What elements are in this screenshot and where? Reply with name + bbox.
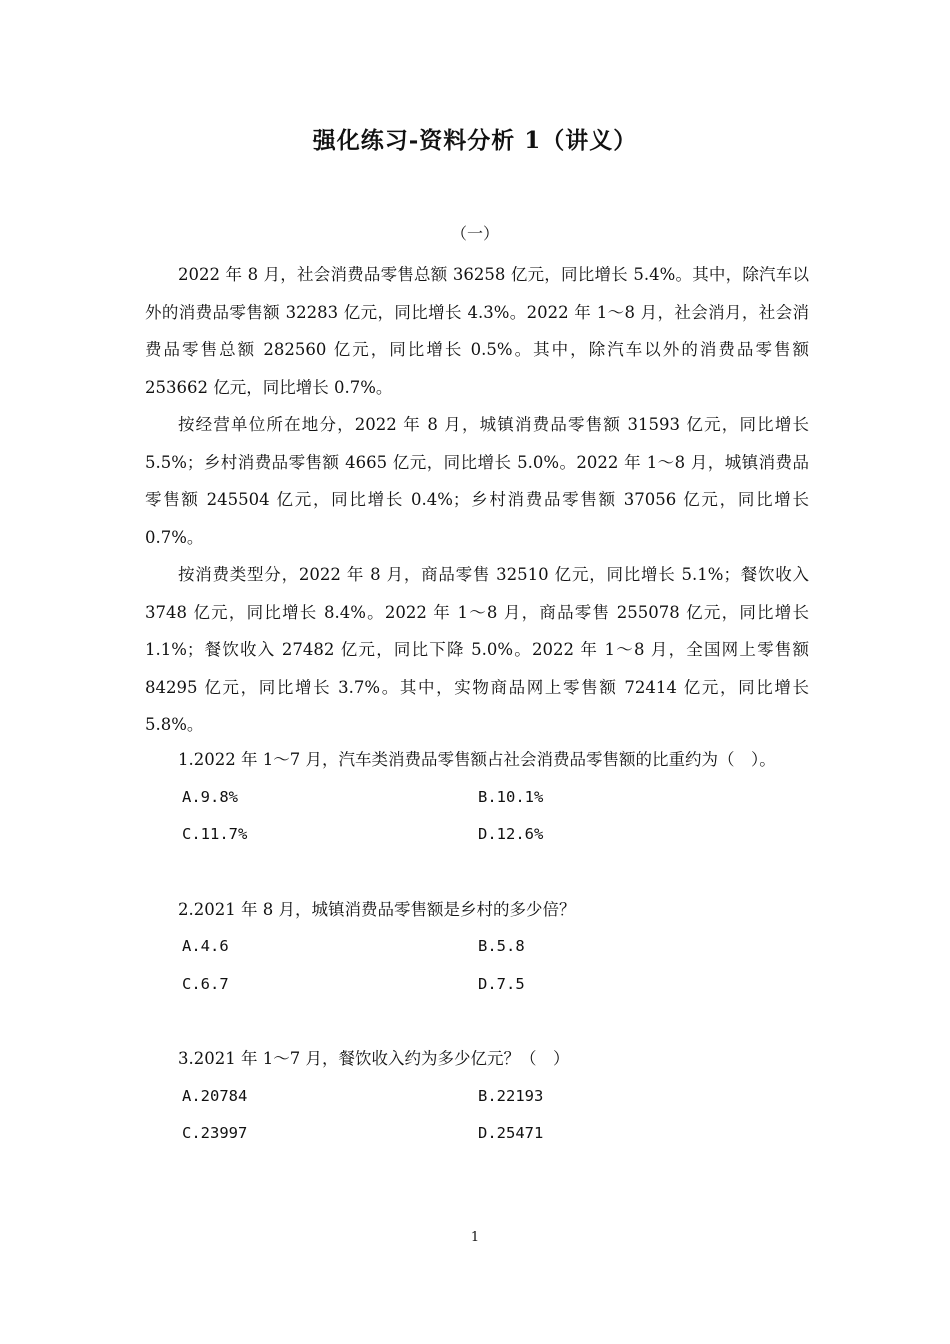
question-list bbox=[145, 741, 809, 1153]
answer-options bbox=[145, 928, 809, 1003]
section-label: （一） bbox=[450, 224, 499, 243]
option-c: C.23997 bbox=[182, 1124, 248, 1142]
option-a: A.4.6 bbox=[182, 937, 229, 955]
paragraph: 按消费类型分，2022 年 8 月，商品零售 32510 亿元，同比增长 5.1%；餐饮收入 3748 亿元，同比增长 8.4%。2022 年 1～8 月，商品零售 255078 亿元，同比增长 1.1%；餐饮收入 27482 亿元，同比下降 5.0%。2022 年 1～8 月，全国网上零售额 84295 亿元，同比增长 3.7%。其中，实物商品网上零售额 72414 亿元，同比增长 5.8%。 bbox=[145, 565, 809, 734]
spacer bbox=[145, 854, 809, 891]
question-2 bbox=[145, 891, 809, 1004]
question-1 bbox=[145, 741, 809, 854]
option-d: D.25471 bbox=[478, 1124, 544, 1142]
option-b: B.5.8 bbox=[478, 937, 525, 955]
page-title: 强化练习-资料分析 1（讲义） bbox=[312, 127, 638, 154]
question-stem: 2.2021 年 8 月，城镇消费品零售额是乡村的多少倍？ bbox=[178, 899, 576, 919]
material-text bbox=[145, 256, 809, 744]
paragraph: 2022 年 8 月，社会消费品零售总额 36258 亿元，同比增长 5.4%。其中，除汽车以外的消费品零售额 32283 亿元，同比增长 4.3%。2022 年 1～8 月，社会消月，社会消费品零售总额 282560 亿元，同比增长 0.5%。其中，除汽车以外的消费品零售额 253662 亿元，同比增长 0.7%。 bbox=[145, 265, 809, 397]
question-stem: 3.2021 年 1～7 月，餐饮收入约为多少亿元？（ ） bbox=[178, 1049, 570, 1068]
answer-options bbox=[145, 779, 809, 854]
answer-options bbox=[145, 1078, 809, 1153]
question-3 bbox=[145, 1040, 809, 1153]
option-b: B.22193 bbox=[478, 1086, 544, 1105]
option-d: D.7.5 bbox=[478, 974, 525, 993]
option-c: C.6.7 bbox=[182, 974, 229, 993]
spacer bbox=[145, 1003, 809, 1040]
option-d: D.12.6% bbox=[478, 825, 544, 843]
option-a: A.20784 bbox=[182, 1086, 248, 1105]
question-stem: 1.2022 年 1～7 月，汽车类消费品零售额占社会消费品零售额的比重约为（ ）。 bbox=[178, 750, 776, 769]
option-c: C.11.7% bbox=[182, 825, 248, 843]
option-b: B.10.1% bbox=[478, 787, 544, 806]
paragraph: 按经营单位所在地分，2022 年 8 月，城镇消费品零售额 31593 亿元，同比增长 5.5%；乡村消费品零售额 4665 亿元，同比增长 5.0%。2022 年 1～8 月，城镇消费品零售额 245504 亿元，同比增长 0.4%；乡村消费品零售额 37056 亿元，同比增长 0.7%。 bbox=[145, 415, 809, 547]
page-number: 1 bbox=[470, 1230, 480, 1245]
option-a: A.9.8% bbox=[182, 787, 238, 806]
